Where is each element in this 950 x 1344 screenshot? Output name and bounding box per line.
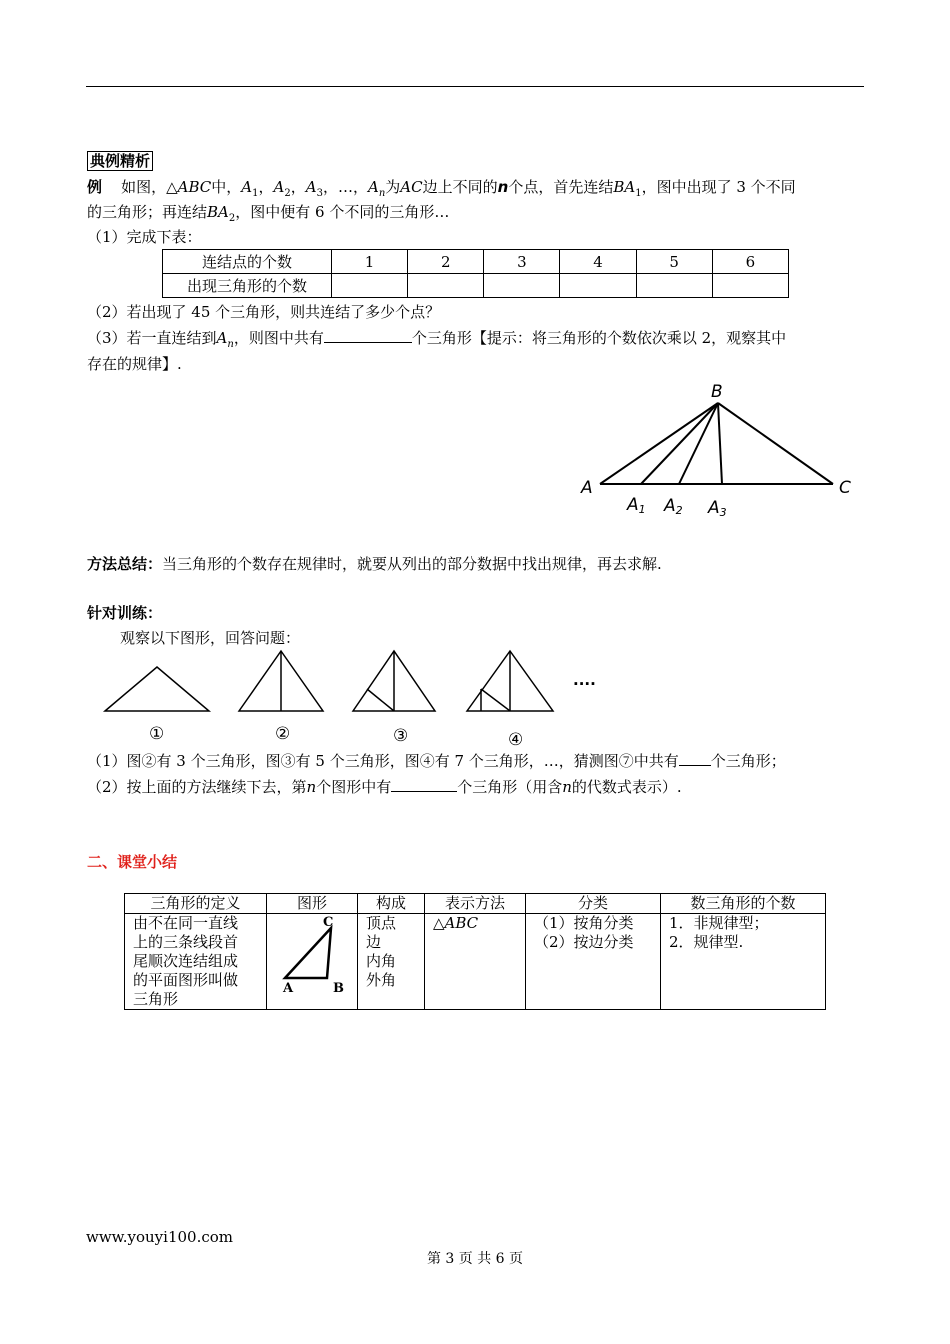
count-table [162, 249, 789, 298]
header-cell: 构成 [358, 894, 425, 914]
row-label: 出现三角形的个数 [163, 274, 332, 298]
table-cell: 4 [560, 250, 636, 274]
method-summary: 方法总结：当三角形的个数存在规律时，就要从列出的部分数据中找出规律，再去求解. [87, 555, 662, 573]
header-cell: 表示方法 [425, 894, 526, 914]
table-cell: 1 [332, 250, 408, 274]
table-cell[interactable] [484, 274, 560, 298]
classification-cell: （1）按角分类 （2）按边分类 [526, 914, 661, 1010]
question-2: （2）若出现了 45 个三角形，则共连结了多少个点？ [87, 303, 441, 321]
practice-figures [95, 645, 615, 753]
summary-table [124, 893, 826, 1010]
label-b: B [711, 382, 723, 402]
question-1: （1）完成下表： [87, 228, 202, 246]
practice-intro: 观察以下图形，回答问题： [120, 629, 301, 647]
header-cell: 三角形的定义 [125, 894, 267, 914]
parts-cell: 顶点 边 内角 外角 [358, 914, 425, 1010]
label-c: C [839, 478, 851, 498]
practice-q2: （2）按上面的方法继续下去，第n个图形中有 个三角形（用含n的代数式表示）. [87, 778, 682, 796]
table-cell[interactable] [332, 274, 408, 298]
summary-title: 二、课堂小结 [87, 853, 178, 871]
section-title: 典例精析 [87, 150, 153, 172]
counting-cell: 1．非规律型； 2．规律型. [661, 914, 826, 1010]
table-cell: 5 [636, 250, 712, 274]
table-cell: 3 [484, 250, 560, 274]
example-line-1: 例 如图，△ABC中，$A_1$，$A_2$，$A_3$，…，$A_n$为AC边上不同的n个点，首先连结$BA_1$，图中出现了 3 个不同 [87, 178, 796, 199]
label-a: A [581, 478, 593, 498]
table-cell: 6 [712, 250, 788, 274]
practice-title: 针对训练： [87, 604, 163, 622]
figure-number: ③ [393, 726, 409, 746]
table-row [163, 250, 789, 274]
header-cell: 分类 [526, 894, 661, 914]
example-line-2: 的三角形；再连结$BA_2$，图中便有 6 个不同的三角形… [87, 203, 450, 224]
header-rule [86, 86, 864, 87]
table-cell[interactable] [712, 274, 788, 298]
footer-website[interactable]: www.youyi100.com [86, 1228, 233, 1246]
svg-text:C: C [323, 915, 334, 930]
label-a3: A3 [708, 498, 727, 519]
header-cell: 图形 [267, 894, 358, 914]
figure-cell [267, 914, 358, 1010]
ellipsis: ···· [573, 675, 596, 693]
page-number: 第 3 页 共 6 页 [426, 1251, 524, 1267]
table-cell[interactable] [636, 274, 712, 298]
question-3: （3）若一直连结到$A_n$，则图中共有 个三角形【提示：将三角形的个数依次乘以 2，观察其中 [87, 329, 787, 350]
abc-triangle [271, 914, 351, 994]
table-cell: 2 [408, 250, 484, 274]
definition-cell: 由不在同一直线 上的三条线段首 尾顺次连结组成 的平面图形叫做 三角形 [125, 914, 267, 1010]
figure-number: ④ [508, 730, 524, 750]
table-row [125, 894, 826, 914]
figure-number: ① [149, 724, 165, 744]
question-3-cont: 存在的规律】. [87, 355, 182, 373]
table-cell[interactable] [560, 274, 636, 298]
table-cell[interactable] [408, 274, 484, 298]
figure-number: ② [275, 724, 291, 744]
svg-text:B: B [333, 981, 344, 994]
practice-q1: （1）图②有 3 个三角形，图③有 5 个三角形，图④有 7 个三角形，…，猜测图⑦中共有 个三角形； [87, 752, 786, 770]
triangle-figure [575, 375, 865, 520]
svg-text:A: A [283, 981, 294, 994]
row-label: 连结点的个数 [163, 250, 332, 274]
table-row [163, 274, 789, 298]
table-row [125, 914, 826, 1010]
header-cell: 数三角形的个数 [661, 894, 826, 914]
notation-cell: △ABC [425, 914, 526, 1010]
label-a1: A1 [627, 495, 646, 516]
label-a2: A2 [664, 496, 683, 517]
